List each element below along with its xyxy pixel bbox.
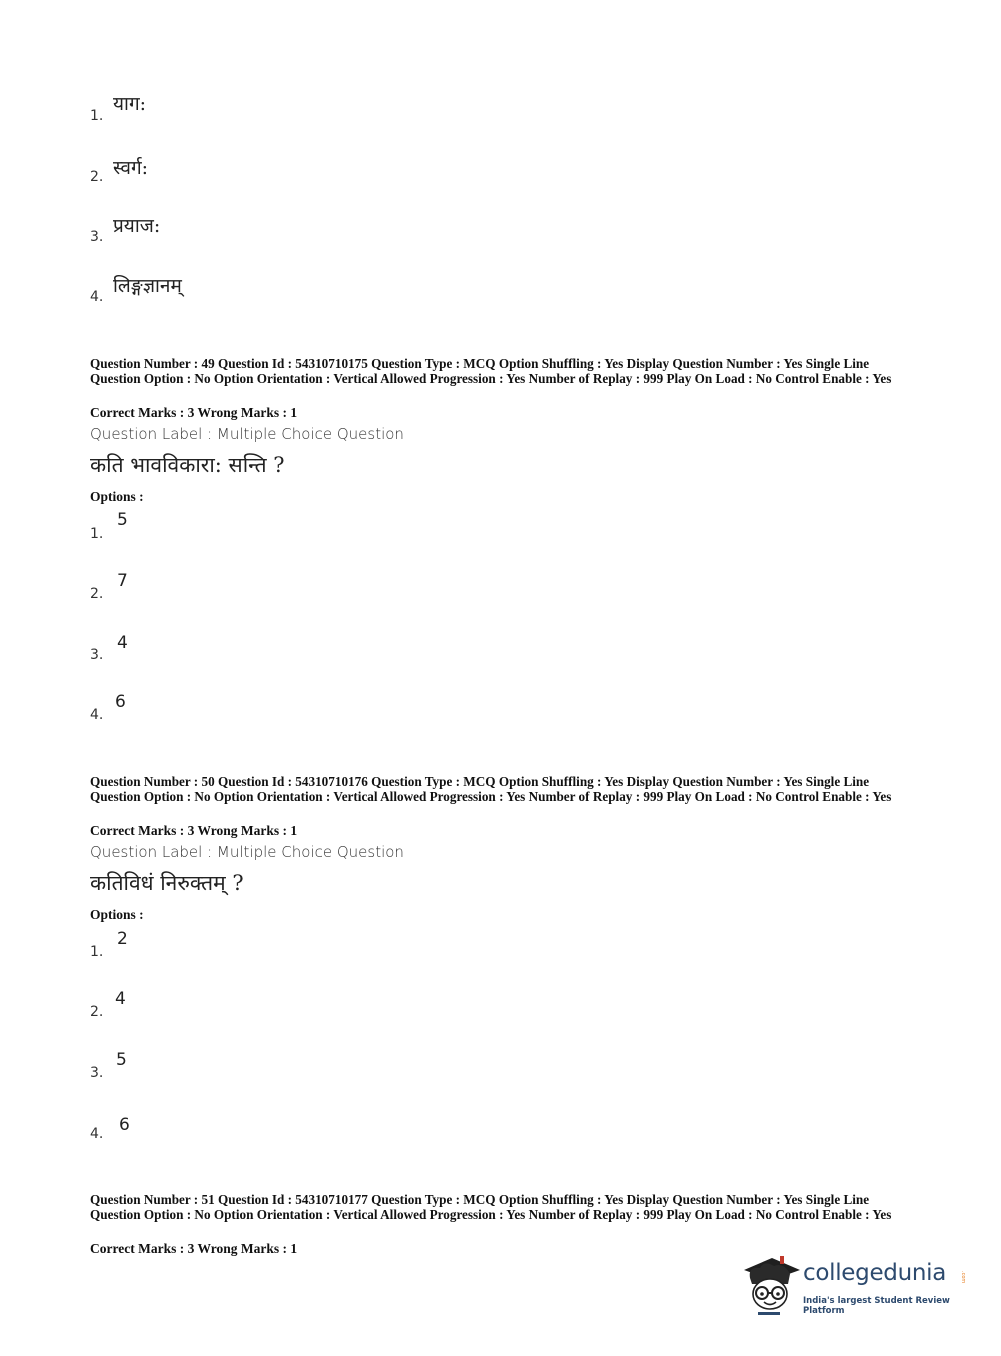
option-text: 6 bbox=[115, 692, 126, 712]
option-number: 3. bbox=[90, 647, 104, 663]
options-heading: Options : bbox=[90, 907, 144, 922]
option-number: 2. bbox=[90, 169, 104, 185]
option-text: 5 bbox=[117, 510, 128, 530]
option-text: 7 bbox=[117, 571, 128, 591]
options-heading: Options : bbox=[90, 489, 144, 504]
question-meta: Question Number : 50 Question Id : 54310710176 Question Type : MCQ Option Shuffling : Yes Display Question Number : Yes Single Line Question Option : No Option Orientation : Vertical Allowed Progression : Yes Number of Replay : 999 Play On Load : No Control Enable : Yes bbox=[90, 774, 892, 804]
mascot-icon bbox=[740, 1248, 802, 1318]
option-text: प्रयाज: bbox=[113, 215, 161, 237]
question-marks: Correct Marks : 3 Wrong Marks : 1 bbox=[90, 823, 298, 838]
option-text: 4 bbox=[117, 633, 128, 653]
option-number: 2. bbox=[90, 586, 104, 602]
option-text: 5 bbox=[116, 1050, 127, 1070]
question-marks: Correct Marks : 3 Wrong Marks : 1 bbox=[90, 1241, 298, 1256]
option-text: 6 bbox=[119, 1115, 130, 1135]
option-text: लिङ्गज्ञानम् bbox=[113, 275, 182, 297]
option-number: 4. bbox=[90, 289, 104, 305]
option-text: याग: bbox=[113, 93, 147, 115]
option-number: 4. bbox=[90, 707, 104, 723]
collegedunia-logo bbox=[740, 1248, 970, 1318]
question-text: कति भावविकारा: सन्ति ? bbox=[90, 453, 285, 477]
option-text: स्वर्ग: bbox=[113, 157, 149, 179]
option-number: 3. bbox=[90, 229, 104, 245]
option-number: 1. bbox=[90, 944, 104, 960]
question-meta: Question Number : 49 Question Id : 54310710175 Question Type : MCQ Option Shuffling : Yes Display Question Number : Yes Single Line Question Option : No Option Orientation : Vertical Allowed Progression : Yes Number of Replay : 999 Play On Load : No Control Enable : Yes bbox=[90, 356, 892, 386]
question-marks: Correct Marks : 3 Wrong Marks : 1 bbox=[90, 405, 298, 420]
option-number: 1. bbox=[90, 108, 104, 124]
option-number: 4. bbox=[90, 1126, 104, 1142]
option-text: 4 bbox=[115, 989, 126, 1009]
question-meta: Question Number : 51 Question Id : 54310710177 Question Type : MCQ Option Shuffling : Yes Display Question Number : Yes Single Line Question Option : No Option Orientation : Vertical Allowed Progression : Yes Number of Replay : 999 Play On Load : No Control Enable : Yes bbox=[90, 1192, 892, 1222]
question-label: Question Label : Multiple Choice Question bbox=[90, 425, 404, 443]
question-text: कतिविधं निरुक्तम् ? bbox=[90, 871, 244, 895]
option-number: 3. bbox=[90, 1065, 104, 1081]
logo-dotcom: .com bbox=[960, 1271, 966, 1284]
logo-tagline: India's largest Student Review Platform bbox=[803, 1296, 950, 1316]
option-number: 2. bbox=[90, 1004, 104, 1020]
question-label: Question Label : Multiple Choice Question bbox=[90, 843, 404, 861]
option-number: 1. bbox=[90, 526, 104, 542]
logo-wordmark: collegedunia bbox=[803, 1260, 947, 1286]
option-text: 2 bbox=[117, 929, 128, 949]
